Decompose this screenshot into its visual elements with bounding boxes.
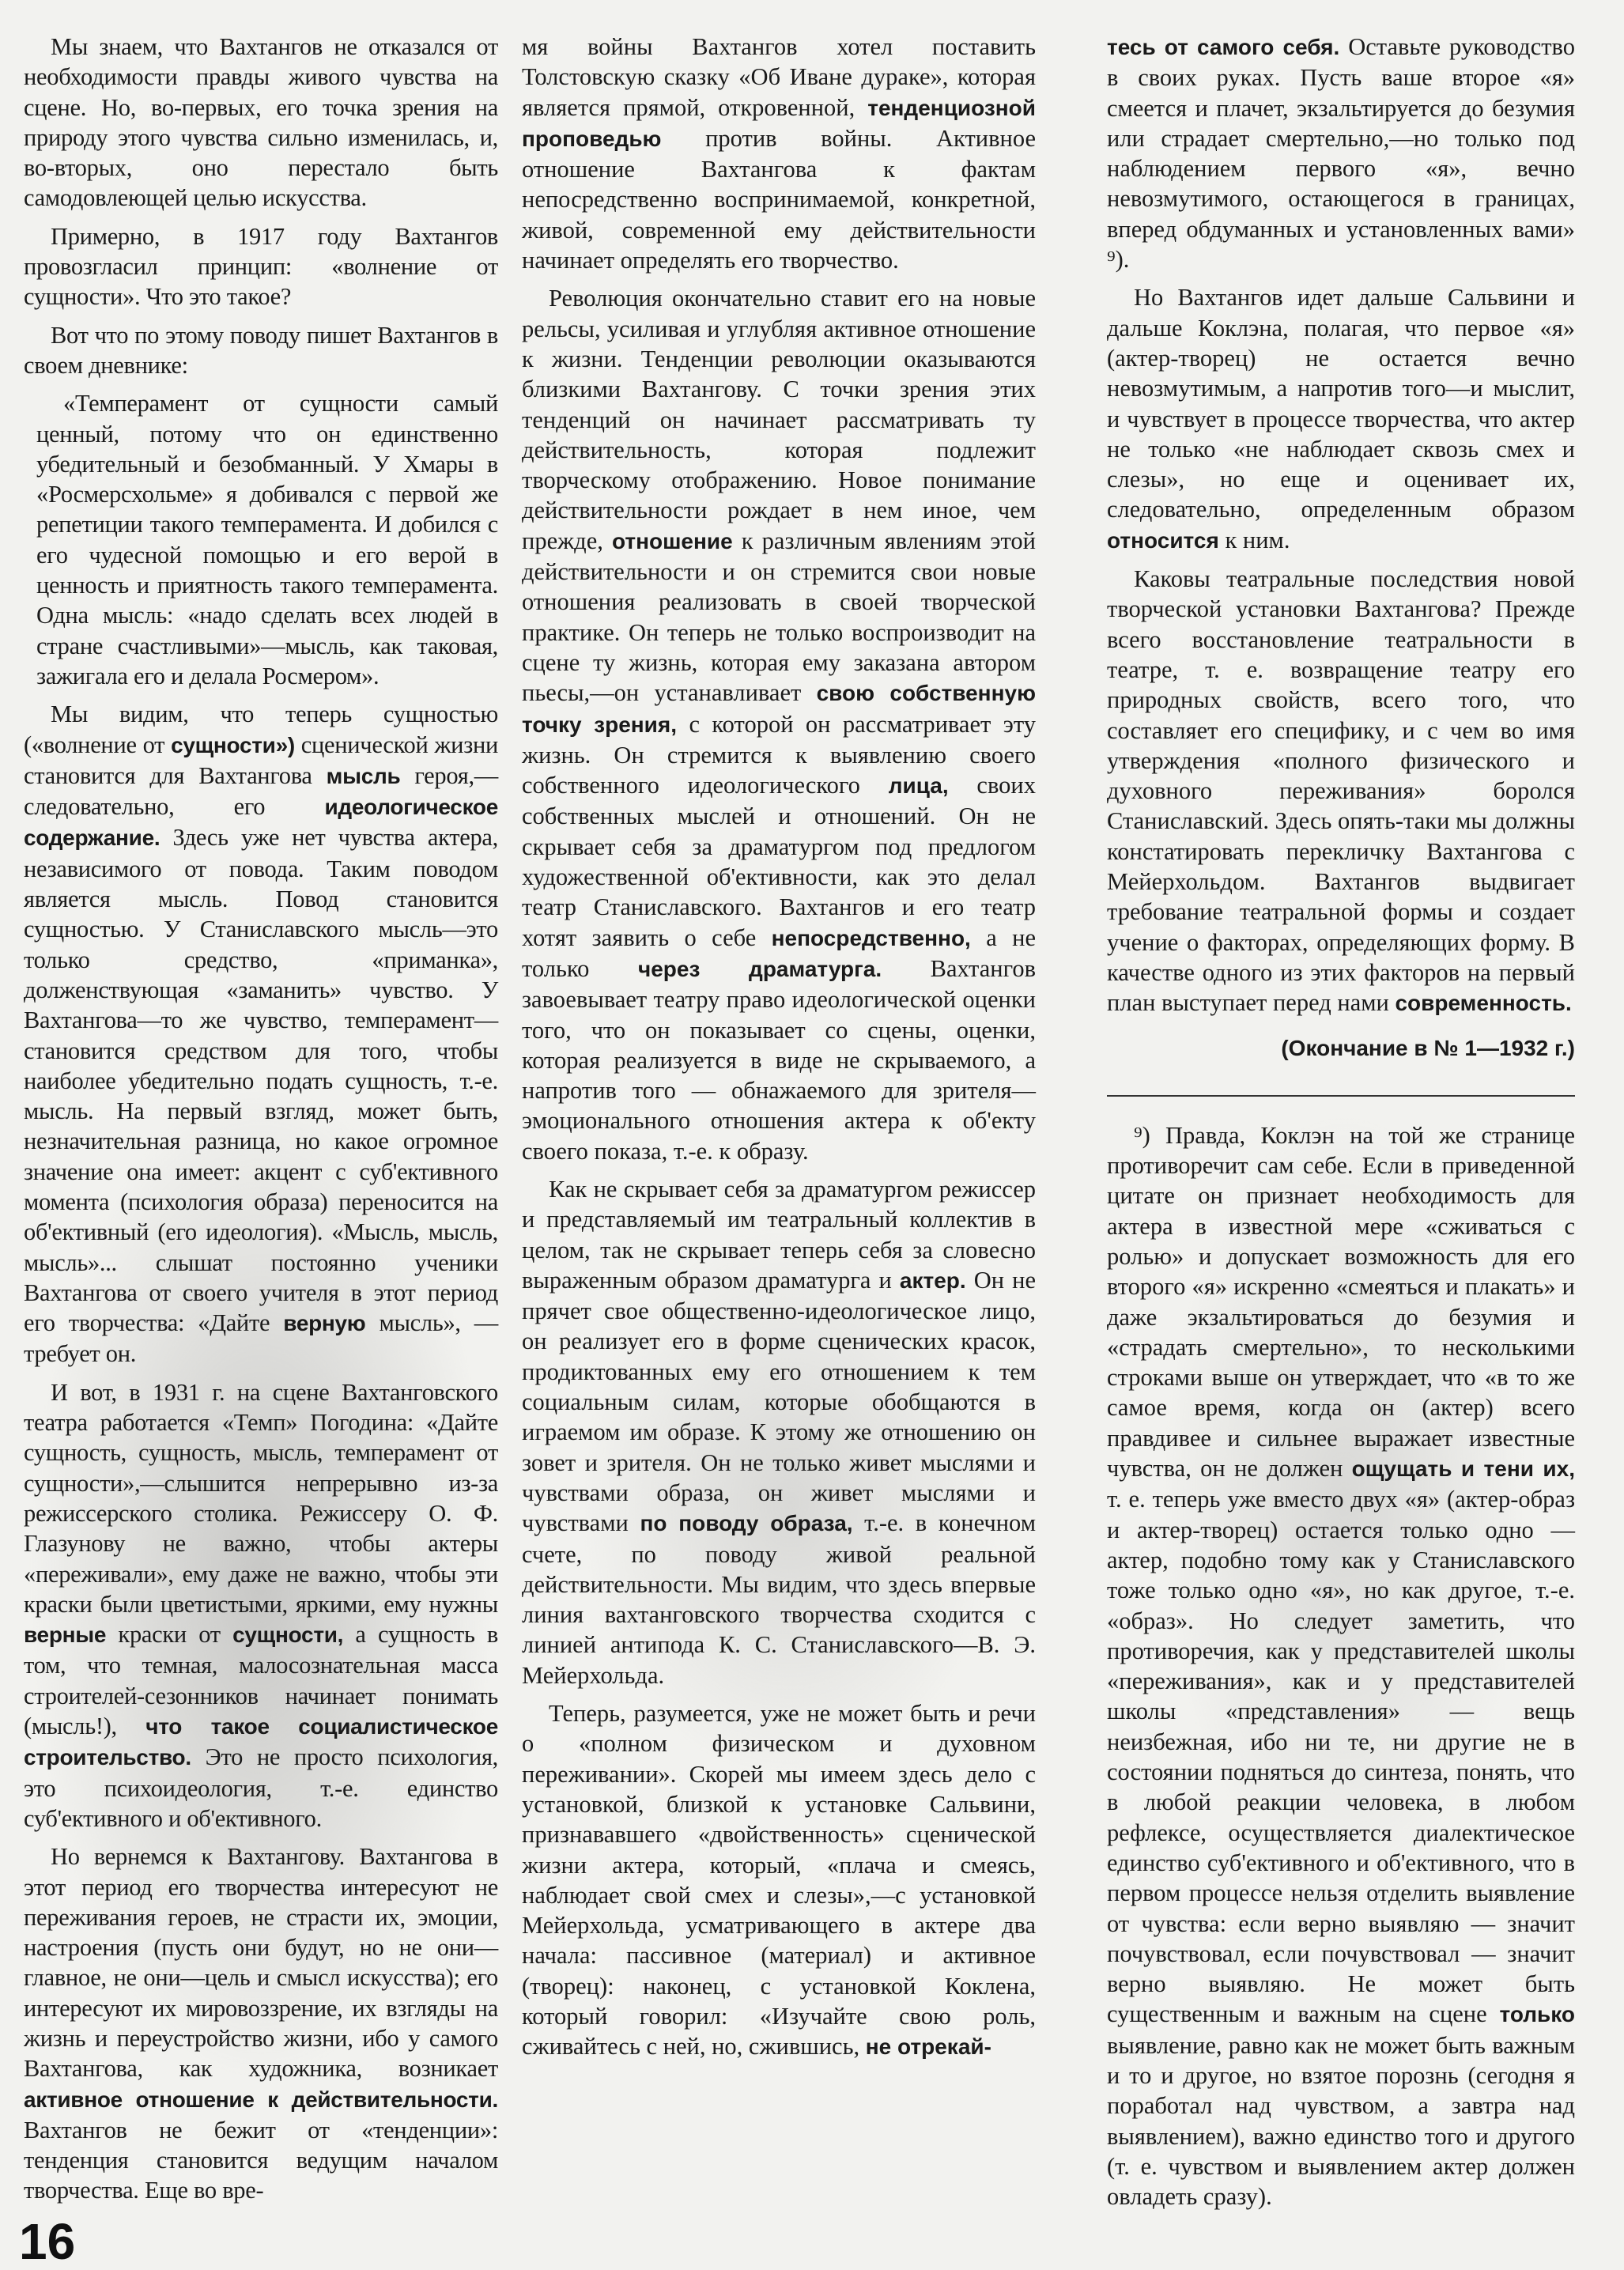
bold-text-run: тесь от самого себя.	[1107, 35, 1340, 59]
bold-text-run: через драматурга.	[637, 956, 882, 981]
bold-text-run: непосредственно,	[771, 925, 971, 950]
text-run: мысль», — требует он.	[24, 1309, 498, 1368]
text-run: Оставьте руководство в своих руках. Пусть ваше второе «я» смеется и плачет, экзальтируется до безумия или страдает смертельно,—но только под наблюдением первого «я», вечно невозмутимого, остающегося в границах, вперед обдуманных и установленных вами» ⁹).	[1107, 33, 1576, 274]
bold-text-run: тенденциозной проповедью	[522, 95, 1036, 151]
text-run: Как не скрывает себя за драматургом режиссер и представляемый им театральный коллектив в целом, так не скрывает теперь себя за словесно выраженным образом драматурга и	[522, 1175, 1036, 1294]
paragraph	[24, 1377, 498, 1834]
bold-text-run: современность.	[1395, 991, 1572, 1016]
text-run: Каковы театральные последствия новой творческой установки Вахтангова? Прежде всего восстановление театральности в театре, т. е. возвращение театру его природных свойств, всего того, что составляет его специфику, и с чем во имя утверждения «полного физического и духовного переживания» боролся Станиславский. Здесь опять-таки мы должны констатировать перекличку Вахтангова с Мейерхольдом. Вахтангов выдвигает требование театральной формы и создает учение о факторах, определяющих форму. В качестве одного из этих факторов на первый план выступает перед нами	[1107, 565, 1575, 1017]
text-run: Примерно, в 1917 году Вахтангов провозгласил принцип: «волнение от сущности». Что это такое?	[24, 222, 498, 311]
text-run: к ним.	[1218, 526, 1290, 553]
text-run: Революция окончательно ставит его на новые рельсы, усиливая и углубляя активное отношение к жизни. Тенденции революции оказываются близкими Вахтангову. С точки зрения этих тенденций он начинает рассматривать ту действительность, которая подлежит творческому отображению. Новое понимание действительности рождает в нем иное, чем прежде,	[522, 285, 1036, 554]
column-2	[522, 32, 1036, 2071]
text-run: своих собственных мыслей и отношений. Он не скрывает себя за драматургом под предлогом художественной об'ективности, как это делал театр Станиславского. Вахтангов и его театр хотят заявить о себе	[522, 772, 1036, 951]
paragraph	[1107, 564, 1575, 1018]
paragraph	[24, 32, 498, 213]
paragraph	[522, 1698, 1036, 2063]
text-run: т.-е. в конечном счете, по поводу живой реальной действительности. Мы видим, что здесь впервые линия вахтанговского творчества сходится с линией антипода К. С. Станиславского—В. Э. Мейерхольда.	[522, 1509, 1036, 1689]
text-run: сценической жизни становится для Вахтангова	[24, 731, 498, 789]
text-run: «Темперамент от сущности самый ценный, потому что он единственно убедительный и безобманный. У Хмары в «Росмерсхольме» я добивался с первой же репетиции такого темперамента. И добился с его чудесной помощью и его верой в ценность и приятность такого темперамента. Одна мысль: «надо сделать всех людей в стране счастливыми»—мысль, как таковая, зажигала его и делала Росмером».	[36, 390, 498, 689]
text-run: Но Вахтангов идет дальше Сальвини и дальше Коклэна, полагая, что первое «я» (актер-творец) не остается вечно невозмутимым, а напротив того—и мыслит, и чувствует в процессе творчества, что актер не только «не наблюдает сквозь смех и слезы», но еще и оценивает их, следовательно, определенным образом	[1107, 284, 1575, 523]
text-run: против войны. Активное отношение Вахтангова к фактам непосредственно воспринимаемой, конкретной, живой, современной ему действительности начинает определять его творчество.	[522, 124, 1036, 274]
bold-text-run: не отрекай-	[865, 2034, 991, 2060]
bold-text-run: мысль	[326, 763, 401, 788]
column-1	[19, 32, 499, 2270]
column-3	[1107, 32, 1575, 2219]
text-run: Это не просто психология, это психоидеология, т.-е. единство суб'ективного и об'ективного.	[24, 1743, 498, 1832]
paragraph	[522, 283, 1036, 1166]
text-run: т. е. теперь уже вместо двух «я» (актер-образ и актер-творец) остается только одно — актер, подобно тому как у Станиславского тоже только одно «я», но как другое, т.-е. «образ». Но следует заметить, что противоречия, как у представителей школы «переживания», как и у представителей школы «представления» — вещь неизбежная, ибо ни те, ни другие не в состоянии подняться до синтеза, понять, что в любой реакции человека, в любом рефлексе, осуществляется диалектическое единство суб'ективного и об'ективного, что в первом процессе нельзя отделить выявление от чувства: если верно выявляю — значит почувствовал, если почувствовал — значит верно выявляю. Не может быть существенным и важным на сцене	[1107, 1486, 1575, 2028]
text-run: И вот, в 1931 г. на сцене Вахтанговского театра работается «Темп» Погодина: «Дайте сущность, сущность, мысль, темперамент от сущности»,—слышится непрерывно из-за режиссерского столика. Режиссеру О. Ф. Глазунову не важно, чтобы актеры «переживали», ему даже не важно, чтобы эти краски были цветистыми, яркими, ему нужны	[24, 1378, 498, 1618]
paragraph	[24, 320, 498, 381]
text-run: Но вернемся к Вахтангову. Вахтангова в этот период его творчества интересуют не переживания героев, не страсти их, эмоции, настроения (пусть они будут, но не они—главное, не они—цель и смысл искусства); его интересуют их мировоззрение, их взгляды на жизнь и переустройство жизни, ибо у самого Вахтангова, как художника, возникает	[24, 1843, 498, 2083]
footnote	[1107, 1120, 1575, 2212]
page-number: 16	[19, 2212, 76, 2270]
paragraph	[522, 32, 1036, 275]
text-run: ⁹) Правда, Коклэн на той же странице противоречит сам себе. Если в приведенной цитате он признает необходимость для актера в известной мере «сживаться с ролью» и допускает возможность для его второго «я» искренно «смеяться и плакать» и даже экзальтироваться до безумия и «страдать смертельно», то несколькими строками выше он утверждает, что «в то же самое время, когда он (актер) всего правдивее и сильнее выражает известные чувства, он не должен	[1107, 1121, 1575, 1482]
bold-text-run: по поводу образа,	[640, 1511, 853, 1536]
text-run: Здесь уже нет чувства актера, независимого от повода. Таким поводом является мысль. Повод становится сущностью. У Станиславского мысль—это только средство, «приманка», долженствующая «заманить» чувство. У Вахтангова—то же чувство, темперамент—становится средством для того, чтобы наиболее убедительно подать сущность, т.-е. мысль. На первый взгляд, может быть, незначительная разница, но какое огромное значение она имеет: акцент с суб'ективного момента (психология образа) переносится на об'ективный (его идеология). «Мысль, мысль, мысль»... слышат постоянно ученики Вахтангова от своего учителя в этот период его творчества: «Дайте	[24, 824, 498, 1337]
paragraph	[36, 388, 498, 691]
text-run: к различным явлениям этой действительности и он стремится свои новые отношения реализовать в своей творческой практике. Он теперь не только воспроизводит на сцене ту жизнь, которая ему заказана автором пьесы,—он устанавливает	[522, 527, 1037, 707]
paragraph	[24, 221, 498, 312]
column-1-body	[24, 32, 498, 2206]
bold-text-run: верные	[24, 1622, 107, 1648]
paragraph	[24, 1841, 498, 2206]
footnote-divider	[1107, 1095, 1575, 1097]
paragraph	[1107, 282, 1575, 556]
bold-text-run: отношение	[611, 528, 733, 553]
text-run: Мы видим, что теперь сущностью («волнение от	[24, 701, 498, 758]
text-run: краски от	[106, 1621, 233, 1649]
text-run: Вахтангов не бежит от «тенденции»: тенденция становится ведущим началом творчества. Еще во вре-	[24, 2116, 498, 2204]
paragraph	[522, 1174, 1036, 1690]
text-run: мя войны Вахтангов хотел поставить Толстовскую сказку «Об Иване дураке», которая является прямой, откровенной,	[522, 33, 1036, 121]
bold-text-run: только	[1499, 2002, 1575, 2027]
bold-text-run: идеологическое содержание.	[24, 795, 498, 851]
text-run: Мы знаем, что Вахтангов не отказался от необходимости правды живого чувства на сцене. Но, во-первых, его точка зрения на природу этого чувства сильно изменилась, и, во-вторых, оно перестало быть самодовлеющей целью искусства.	[24, 33, 498, 212]
text-run: выявление, равно как не может быть важным и то и другое, но взятое порознь (сегодня я поработал над чувством, а завтра над выявлением), важно единство того и другого (т. е. чувством и выявлением актер должен овладеть сразу).	[1107, 2031, 1575, 2211]
bold-text-run: относится	[1107, 527, 1219, 553]
text-run: Он не прячет свое общественно-идеологическое лицо, он реализует его в форме сценических красок, продиктованных ему его отношением к тем социальным силам, которые обобщаются в играемом им образе. К этому же отношению он зовет и зрителя. Он не только живет мыслями и чувствами образа, он живет мыслями и чувствами	[522, 1266, 1036, 1537]
text-run: Вот что по этому поводу пишет Вахтангов в своем дневнике:	[24, 321, 498, 379]
bold-text-run: свою собственную точку зрения,	[522, 681, 1036, 737]
bold-text-run: что такое социалистическое строительство.	[24, 1714, 499, 1770]
bold-text-run: лица,	[888, 773, 949, 799]
paragraph	[1107, 1120, 1575, 2212]
bold-text-run: сущности»)	[171, 732, 295, 757]
text-run: а сущность в том, что темная, малосознательная масса строителей-сезонников начинает понимать (мысль!),	[24, 1621, 498, 1740]
text-run: а не только	[522, 923, 1036, 982]
paragraph	[24, 699, 498, 1369]
bold-text-run: сущности,	[232, 1622, 344, 1648]
bold-text-run: верную	[283, 1311, 366, 1336]
text-run: героя,—следовательно, его	[24, 761, 498, 821]
paragraph	[1107, 32, 1575, 274]
bold-text-run: актер.	[899, 1267, 966, 1293]
text-run: Теперь, разумеется, уже не может быть и речи о «полном физическом и духовном переживании». Скорей мы имеем здесь дело с установкой, близкой к установке Сальвини, признававшего «двойственность» сценической жизни актера, который, «плача и смеясь, наблюдает свой смех и слезы»,—с установкой Мейерхольда, усматривающего в актере два начала: пассивное (материал) и активное (творец): наконец, с установкой Коклена, который говорил: «Изучайте свою роль, сживайтесь с ней, но, сжившись,	[522, 1700, 1036, 2060]
continuation-note: (Окончание в № 1—1932 г.)	[1281, 1035, 1575, 1060]
bold-text-run: ощущать и тени их,	[1351, 1456, 1575, 1482]
text-run: Вахтангов завоевывает театру право идеологической оценки того, что он показывает со сцены, оценки, которая реализуется в виде не скрываемого, а напротив того — обнажаемого для зрителя—эмоционального отношения актера к об'екту своего показа, т.-е. к образу.	[522, 954, 1036, 1165]
bold-text-run: активное отношение к действительности.	[24, 2087, 498, 2112]
text-run: с которой он рассматривает эту жизнь. Он стремится к выявлению своего собственного идеологического	[522, 710, 1036, 799]
column-3-body	[1107, 32, 1575, 1019]
